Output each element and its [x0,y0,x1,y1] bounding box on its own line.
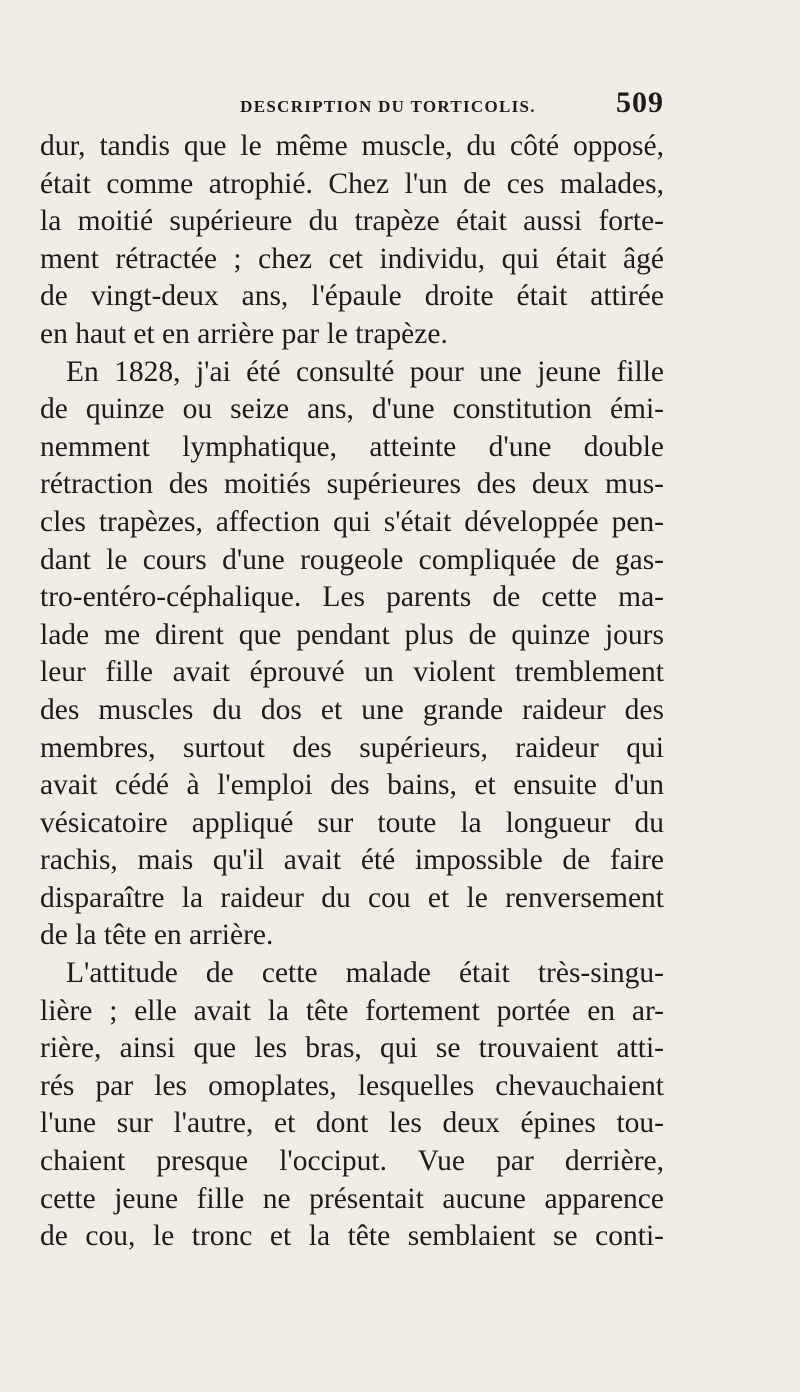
text-line: l'une sur l'autre, et dont les deux épines tou- [40,1107,664,1140]
running-title: DESCRIPTION DU TORTICOLIS. [240,97,536,116]
text-line: de la tête en arrière. [40,919,274,952]
text-line: était comme atrophié. Chez l'un de ces malades, [40,167,664,200]
text-line: des muscles du dos et une grande raideur des [40,693,664,726]
text-line: nemment lymphatique, atteinte d'une double [40,430,664,463]
text-line: cette jeune fille ne présentait aucune apparence [40,1182,664,1215]
text-line: chaient presque l'occiput. Vue par derrière, [40,1145,664,1178]
text-line: En 1828, j'ai été consulté pour une jeune fille [66,355,664,388]
page-header [40,86,664,120]
page-number: 509 [616,86,664,119]
text-line: vésicatoire appliqué sur toute la longueur du [40,806,664,839]
text-line: ment rétractée ; chez cet individu, qui était âgé [40,242,664,275]
text-line: lade me dirent que pendant plus de quinze jours [40,618,664,651]
body-text [40,128,664,1256]
text-line: rachis, mais qu'il avait été impossible de faire [40,844,664,877]
text-line: la moitié supérieure du trapèze était aussi forte- [40,205,664,238]
text-line: tro-entéro-céphalique. Les parents de cette ma- [40,581,664,614]
text-line: membres, surtout des supérieurs, raideur qui [40,731,664,764]
text-line: rés par les omoplates, lesquelles chevauchaient [40,1069,664,1102]
text-line: lière ; elle avait la tête fortement portée en ar- [40,994,664,1027]
text-line: avait cédé à l'emploi des bains, et ensuite d'un [40,769,664,802]
text-line: de vingt-deux ans, l'épaule droite était attirée [40,280,664,313]
text-line: rétraction des moitiés supérieures des deux mus- [40,468,664,501]
text-line: disparaître la raideur du cou et le renversement [40,881,664,914]
text-line: leur fille avait éprouvé un violent tremblement [40,656,664,689]
text-line: en haut et en arrière par le trapèze. [40,317,448,350]
text-line: de quinze ou seize ans, d'une constitution émi- [40,393,664,426]
text-line: rière, ainsi que les bras, qui se trouvaient atti- [40,1032,664,1065]
text-line: L'attitude de cette malade était très-singu- [66,957,664,990]
text-line: dur, tandis que le même muscle, du côté opposé, [40,130,664,162]
text-line: dant le cours d'une rougeole compliquée de gas- [40,543,664,576]
text-line: de cou, le tronc et la tête semblaient se conti- [40,1220,664,1253]
text-line: cles trapèzes, affection qui s'était développée pen- [40,505,664,538]
